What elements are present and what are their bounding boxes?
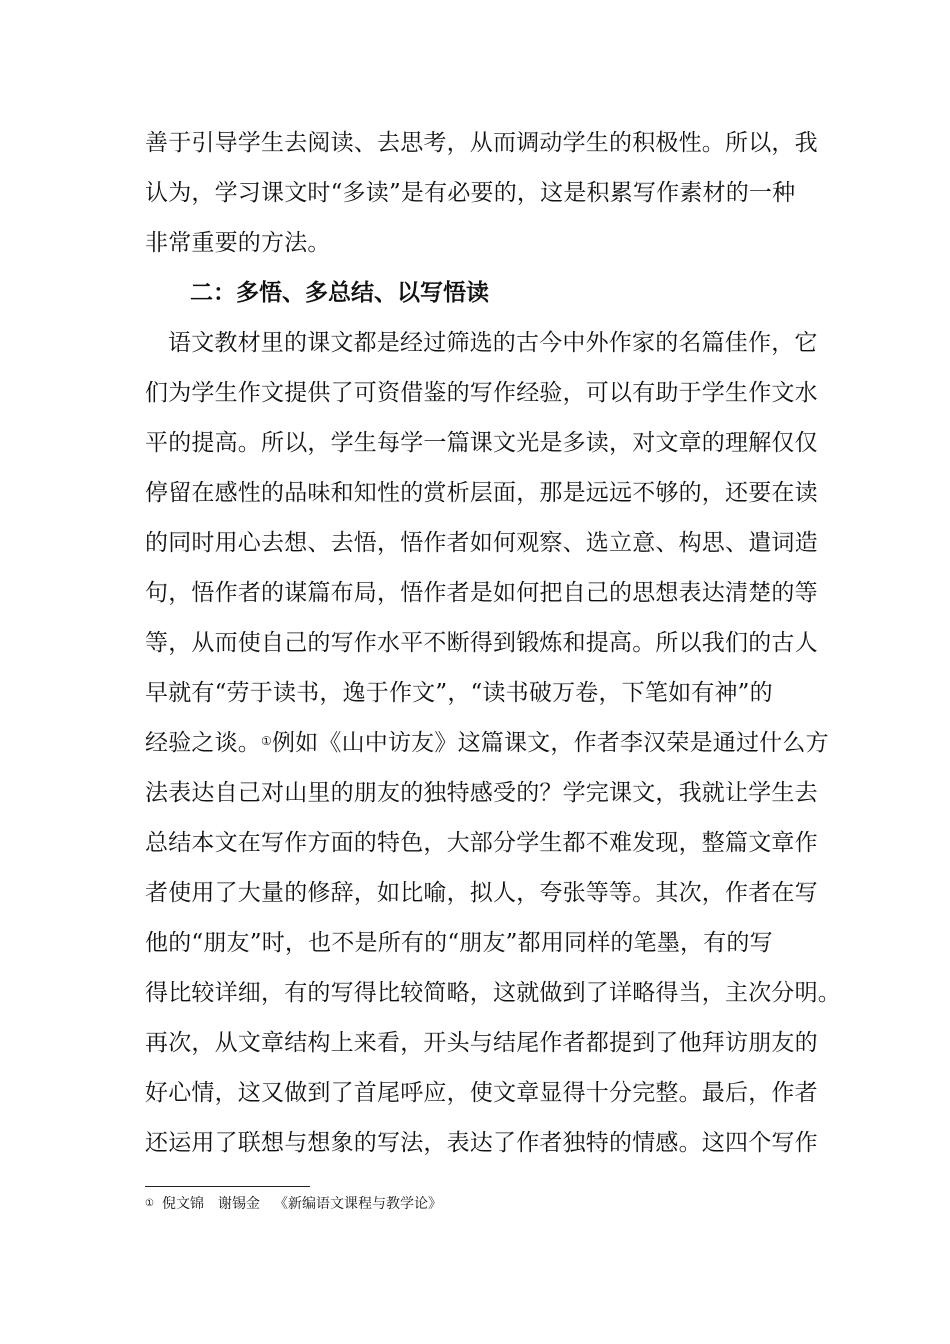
footnote-separator [145,1186,310,1187]
paragraph-line: 再次，从文章结构上来看，开头与结尾作者都提到了他拜访朋友的 [145,1030,818,1056]
paragraph-line: 者使用了大量的修辞，如比喻，拟人，夸张等等。其次，作者在写 [145,880,818,906]
paragraph-line: 好心情，这又做到了首尾呼应，使文章显得十分完整。最后，作者 [145,1080,818,1106]
paragraph-line: 非常重要的方法。 [145,230,331,256]
paragraph-line: 还运用了联想与想象的写法，表达了作者独特的情感。这四个写作 [145,1130,818,1156]
footnote-author-1: 倪文锦 [161,1196,204,1212]
footnote-author-2: 谢锡金 [217,1196,260,1212]
footnote-mark: ① [145,1198,154,1209]
paragraph-line: 善于引导学生去阅读、去思考，从而调动学生的积极性。所以，我 [145,130,818,156]
footnote-reference-mark[interactable]: ① [261,734,272,748]
paragraph-line: 平的提高。所以，学生每学一篇课文光是多读，对文章的理解仅仅 [145,430,818,456]
footnote [145,1194,442,1214]
paragraph-line: 们为学生作文提供了可资借鉴的写作经验，可以有助于学生作文水 [145,380,818,406]
paragraph-line-with-reference [145,728,829,758]
paragraph-line: 等，从而使自己的写作水平不断得到锻炼和提高。所以我们的古人 [145,630,818,656]
section-heading: 二：多悟、多总结、以写悟读 [190,280,489,306]
paragraph-line: 法表达自己对山里的朋友的独特感受的？学完课文，我就让学生去 [145,780,818,806]
line-text-after-ref: 例如《山中访友》这篇课文，作者李汉荣是通过什么方 [271,730,829,756]
paragraph-line: 语文教材里的课文都是经过筛选的古今中外作家的名篇佳作，它 [168,330,818,356]
paragraph-line: 认为，学习课文时“多读”是有必要的，这是积累写作素材的一种 [145,180,796,206]
paragraph-line: 得比较详细，有的写得比较简略，这就做到了详略得当，主次分明。 [145,980,841,1006]
line-text-before-ref: 经验之谈。 [145,730,261,756]
paragraph-line: 停留在感性的品味和知性的赏析层面，那是远远不够的，还要在读 [145,480,818,506]
paragraph-line: 早就有“劳于读书，逸于作文”，“读书破万卷，下笔如有神”的 [145,680,773,706]
paragraph-line: 他的“朋友”时，也不是所有的“朋友”都用同样的笔墨，有的写 [145,930,773,956]
footnote-title: 《新编语文课程与教学论》 [273,1196,442,1212]
paragraph-line: 句，悟作者的谋篇布局，悟作者是如何把自己的思想表达清楚的等 [145,580,818,606]
paragraph-line: 的同时用心去想、去悟，悟作者如何观察、选立意、构思、遣词造 [145,530,818,556]
paragraph-line: 总结本文在写作方面的特色，大部分学生都不难发现，整篇文章作 [145,830,818,856]
